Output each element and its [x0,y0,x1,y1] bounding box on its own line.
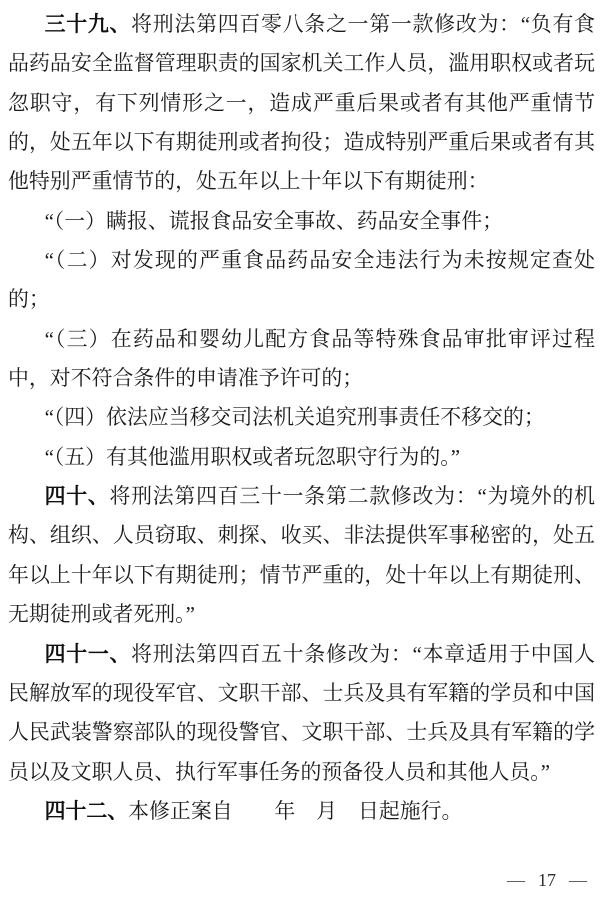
page-number-footer [507,869,587,891]
clause-item-2 [8,241,595,320]
paragraph-text: 将刑法第四百零八条之一第一款修改为：“负有食品药品安全监督管理职责的国家机关工作人员，滥用职权或者玩忽职守，有下列情形之一，造成严重后果或者有其他严重情节的，处五年以下有期徒刑或者拘役；造成特别严重后果或者有其他特别严重情节的，处五年以上十年以下有期徒刑： [8,12,595,194]
footer-page-number: 17 [538,870,556,890]
paragraph-article-42 [8,792,595,831]
footer-dash-left: — [507,870,525,890]
paragraph-text: “（二）对发现的严重食品药品安全违法行为未按规定查处的； [8,248,595,312]
paragraph-text: “（五）有其他滥用职权或者玩忽职守行为的。” [44,444,461,469]
paragraph-text: “（三）在药品和婴幼儿配方食品等特殊食品审批审评过程中，对不符合条件的申请准予许可的； [8,326,595,391]
clause-item-5 [8,438,595,477]
section-number: 四十二、 [44,799,129,823]
paragraph-text: 本修正案自 年 月 日起施行。 [128,798,463,823]
paragraph-article-41 [8,635,595,792]
clause-item-4 [8,398,595,437]
section-number: 三十九、 [44,13,132,36]
paragraph-article-40 [8,477,595,634]
footer-dash-right: — [569,870,587,890]
paragraph-text: 将刑法第四百五十条修改为：“本章适用于中国人民解放军的现役军官、文职干部、士兵及具有军籍的学员和中国人民武装警察部队的现役警官、文职干部、士兵及具有军籍的学员以及文职人员、执行军事任务的预备役人员和其他人员。” [8,641,595,784]
paragraph-article-39 [8,5,595,202]
paragraph-text: “（四）依法应当移交司法机关追究刑事责任不移交的； [44,405,545,430]
section-number: 四十一、 [44,642,132,666]
paragraph-text: 将刑法第四百三十一条第二款修改为：“为境外的机构、组织、人员窃取、刺探、收买、非法提供军事秘密的，处五年以上十年以下有期徒刑；情节严重的，处十年以上有期徒刑、无期徒刑或者死刑。” [8,484,595,627]
paragraph-text: “（一）瞒报、谎报食品安全事故、药品安全事件； [44,208,503,233]
clause-item-3 [8,320,595,399]
section-number: 四十、 [44,485,110,509]
clause-item-1 [8,202,595,241]
